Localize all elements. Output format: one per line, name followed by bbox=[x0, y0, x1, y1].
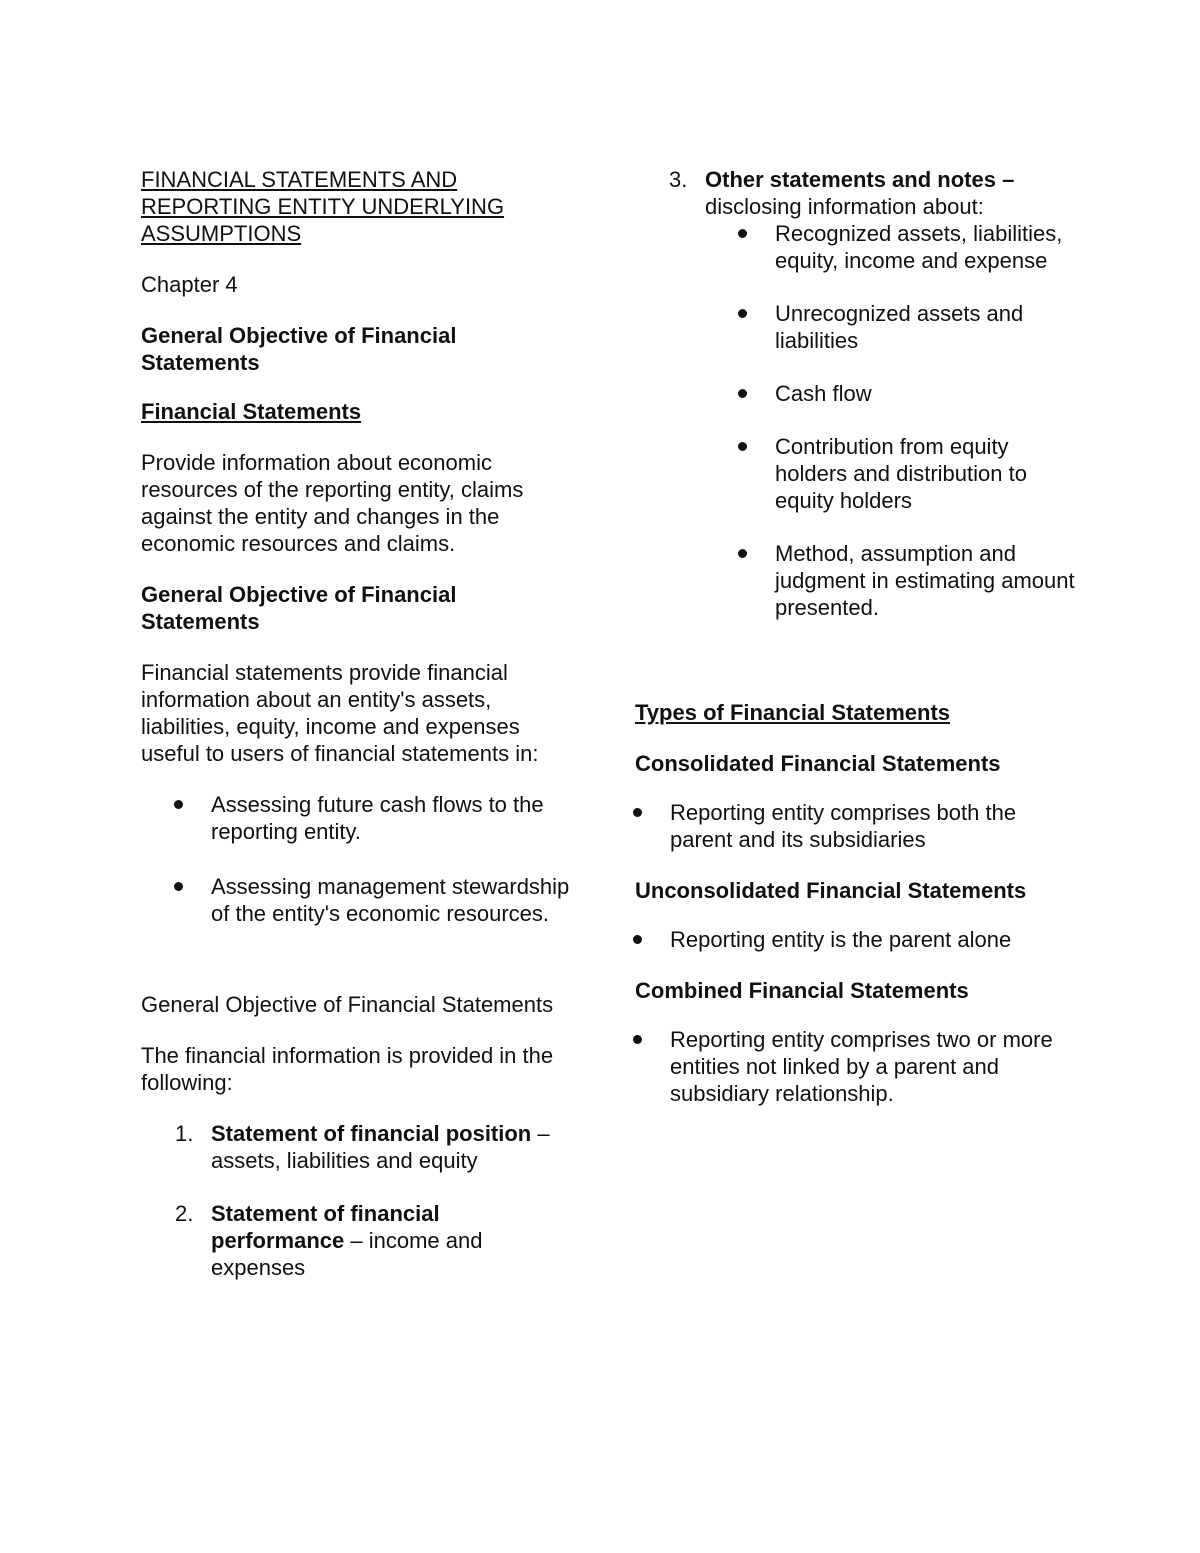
bullet-icon bbox=[633, 935, 642, 944]
consolidated-bullet-list bbox=[600, 799, 1075, 853]
bullet-icon bbox=[738, 549, 747, 558]
list-item bbox=[635, 166, 1075, 621]
list-item bbox=[600, 926, 1075, 953]
list-item-text: Cash flow bbox=[775, 381, 872, 406]
bullet-icon bbox=[738, 442, 747, 451]
list-item-text: Assessing future cash flows to the reporting entity. bbox=[211, 792, 544, 844]
section-heading-combined: Combined Financial Statements bbox=[635, 978, 969, 1003]
list-number: 2. bbox=[175, 1201, 194, 1226]
list-number: 1. bbox=[175, 1121, 194, 1146]
statements-numbered-list bbox=[141, 1120, 571, 1281]
list-item bbox=[600, 1026, 1075, 1107]
list-item bbox=[705, 380, 1075, 407]
list-item bbox=[705, 540, 1075, 621]
financial-statements-paragraph: Provide information about economic resources of the reporting entity, claims against the entity and changes in the economic resources and claims. bbox=[141, 450, 524, 556]
list-item bbox=[600, 799, 1075, 853]
financial-information-paragraph: The financial information is provided in the following: bbox=[141, 1043, 554, 1095]
list-item-text: – income and expenses bbox=[211, 1228, 483, 1280]
left-column bbox=[141, 166, 571, 1307]
section-heading-general-objective-2: General Objective of Financial Statements bbox=[141, 582, 457, 634]
bullet-icon bbox=[174, 800, 183, 809]
list-number: 3. bbox=[669, 167, 688, 192]
list-item-text: disclosing information about: bbox=[705, 194, 984, 219]
section-heading-types: Types of Financial Statements bbox=[635, 700, 951, 725]
section-heading-consolidated: Consolidated Financial Statements bbox=[635, 751, 1001, 776]
list-item bbox=[705, 433, 1075, 514]
list-item bbox=[705, 220, 1075, 274]
other-statements-list bbox=[635, 166, 1075, 621]
list-item-text: Contribution from equity holders and distribution to equity holders bbox=[775, 434, 1027, 513]
chapter-label: Chapter 4 bbox=[141, 272, 238, 297]
list-item bbox=[141, 1120, 571, 1174]
bullet-icon bbox=[633, 808, 642, 817]
bullet-icon bbox=[738, 229, 747, 238]
disclosure-bullet-list bbox=[705, 220, 1075, 621]
list-item-text: Reporting entity comprises two or more entities not linked by a parent and subsidiary relationship. bbox=[670, 1027, 1053, 1106]
list-item bbox=[141, 791, 571, 845]
list-item bbox=[141, 873, 571, 927]
list-item-text: – assets, liabilities and equity bbox=[211, 1121, 550, 1173]
list-item bbox=[141, 1200, 571, 1281]
section-heading-unconsolidated: Unconsolidated Financial Statements bbox=[635, 878, 1027, 903]
section-heading-financial-statements: Financial Statements bbox=[141, 399, 362, 424]
unconsolidated-bullet-list bbox=[600, 926, 1075, 953]
combined-bullet-list bbox=[600, 1026, 1075, 1107]
list-item-text: Recognized assets, liabilities, equity, income and expense bbox=[775, 221, 1063, 273]
section-heading-general-objective: General Objective of Financial Statements bbox=[141, 323, 457, 375]
assessing-bullet-list bbox=[141, 791, 571, 927]
document-title: FINANCIAL STATEMENTS AND REPORTING ENTITY UNDERLYING ASSUMPTIONS bbox=[141, 167, 505, 246]
list-item-bold-text: Other statements and notes – bbox=[705, 167, 1015, 192]
list-item-text: Method, assumption and judgment in estimating amount presented. bbox=[775, 541, 1075, 620]
bullet-icon bbox=[174, 882, 183, 891]
bullet-icon bbox=[633, 1035, 642, 1044]
section-heading-general-objective-3: General Objective of Financial Statements bbox=[141, 992, 554, 1017]
general-objective-paragraph: Financial statements provide financial information about an entity's assets, liabilities, equity, income and expenses useful to users of financial statements in: bbox=[141, 660, 539, 766]
list-item-text: Unrecognized assets and liabilities bbox=[775, 301, 1024, 353]
list-item-text: Reporting entity comprises both the parent and its subsidiaries bbox=[670, 800, 1017, 852]
list-item-text: Assessing management stewardship of the entity's economic resources. bbox=[211, 874, 570, 926]
right-column bbox=[635, 166, 1075, 1135]
list-item bbox=[705, 300, 1075, 354]
list-item-text: Reporting entity is the parent alone bbox=[670, 927, 1012, 952]
bullet-icon bbox=[738, 309, 747, 318]
list-item-bold-text: Statement of financial performance bbox=[211, 1201, 440, 1253]
bullet-icon bbox=[738, 389, 747, 398]
list-item-bold-text: Statement of financial position bbox=[211, 1121, 532, 1146]
